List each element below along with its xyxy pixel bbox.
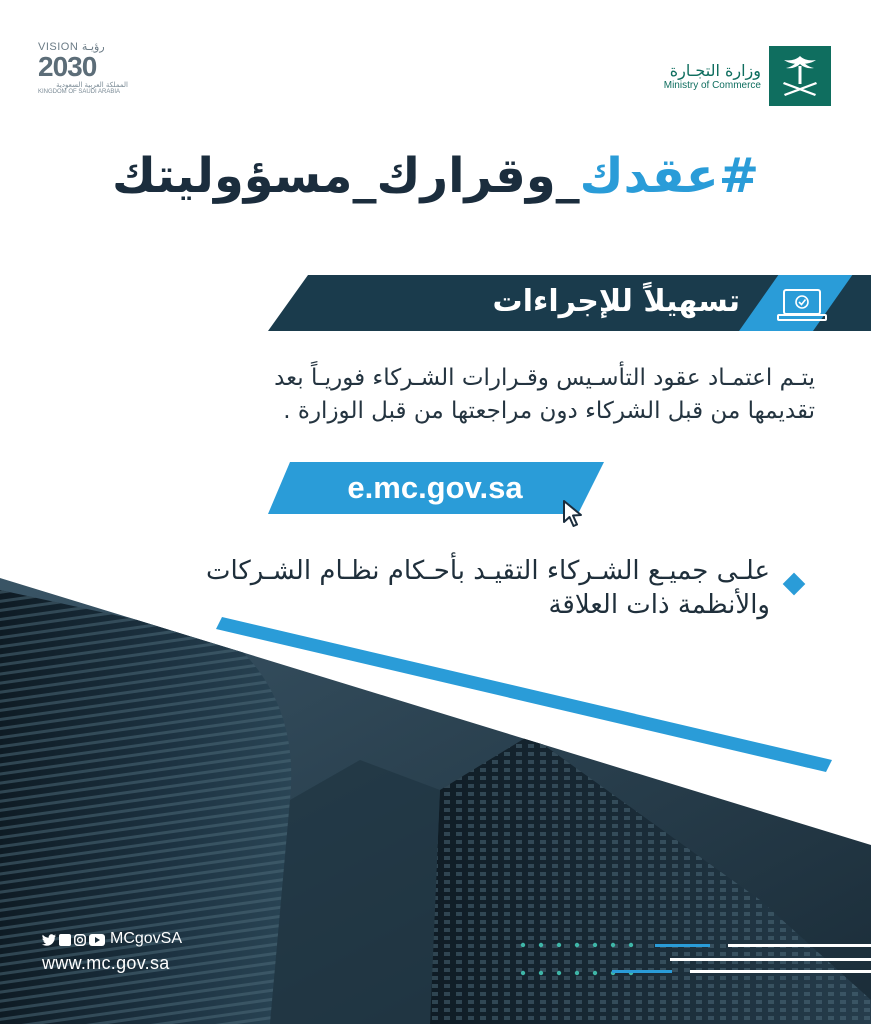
facebook-icon[interactable] — [59, 934, 71, 946]
vision-kingdom-ar: المملكة العربية السعودية — [56, 81, 128, 89]
laptop-check-icon — [776, 288, 828, 324]
hashtag-title — [40, 148, 831, 204]
ministry-name-ar: وزارة التجـارة — [669, 61, 761, 80]
vision-year: 2030 — [38, 51, 97, 82]
paragraph-line-1: يتـم اعتمـاد عقود التأسـيس وقـرارات الشـركاء فوريـاً بعد — [274, 365, 815, 391]
bullet-text — [110, 554, 770, 622]
ministry-name-en: Ministry of Commerce — [663, 80, 761, 91]
vision-ar-label: رؤيـة — [81, 41, 105, 53]
ministry-logo — [664, 46, 831, 106]
social-icons — [42, 934, 105, 946]
portal-url-link[interactable]: e.mc.gov.sa — [347, 470, 523, 505]
description-paragraph — [150, 362, 815, 428]
vision-2030-logo — [38, 40, 128, 110]
vision-kingdom-en: KINGDOM OF SAUDI ARABIA — [38, 89, 121, 95]
palm-swords-emblem-icon — [769, 46, 831, 106]
vision-label: VISION — [38, 41, 79, 53]
website-link[interactable]: www.mc.gov.sa — [42, 953, 170, 973]
hashtag-symbol: # — [718, 148, 759, 204]
hashtag-rest: _وقرارك_مسؤوليتك — [112, 148, 580, 204]
bullet-line-1: علـى جميـع الشـركاء التقيـد بأحـكام نظـام الشـركات — [206, 556, 770, 586]
youtube-icon[interactable] — [89, 934, 105, 946]
paragraph-line-2: تقديمها من قبل الشركاء دون مراجعتها من قبل الوزارة . — [283, 398, 815, 424]
bullet-line-2: والأنظمة ذات العلاقة — [548, 590, 770, 620]
banner-title: تسهيلاً للإجراءات — [492, 284, 740, 319]
instagram-icon[interactable] — [74, 934, 86, 946]
twitter-icon[interactable] — [42, 934, 56, 946]
hashtag-word-contract: عقدك — [579, 148, 719, 204]
social-handle: MCgovSA — [110, 930, 183, 947]
mouse-cursor-icon — [560, 498, 588, 530]
